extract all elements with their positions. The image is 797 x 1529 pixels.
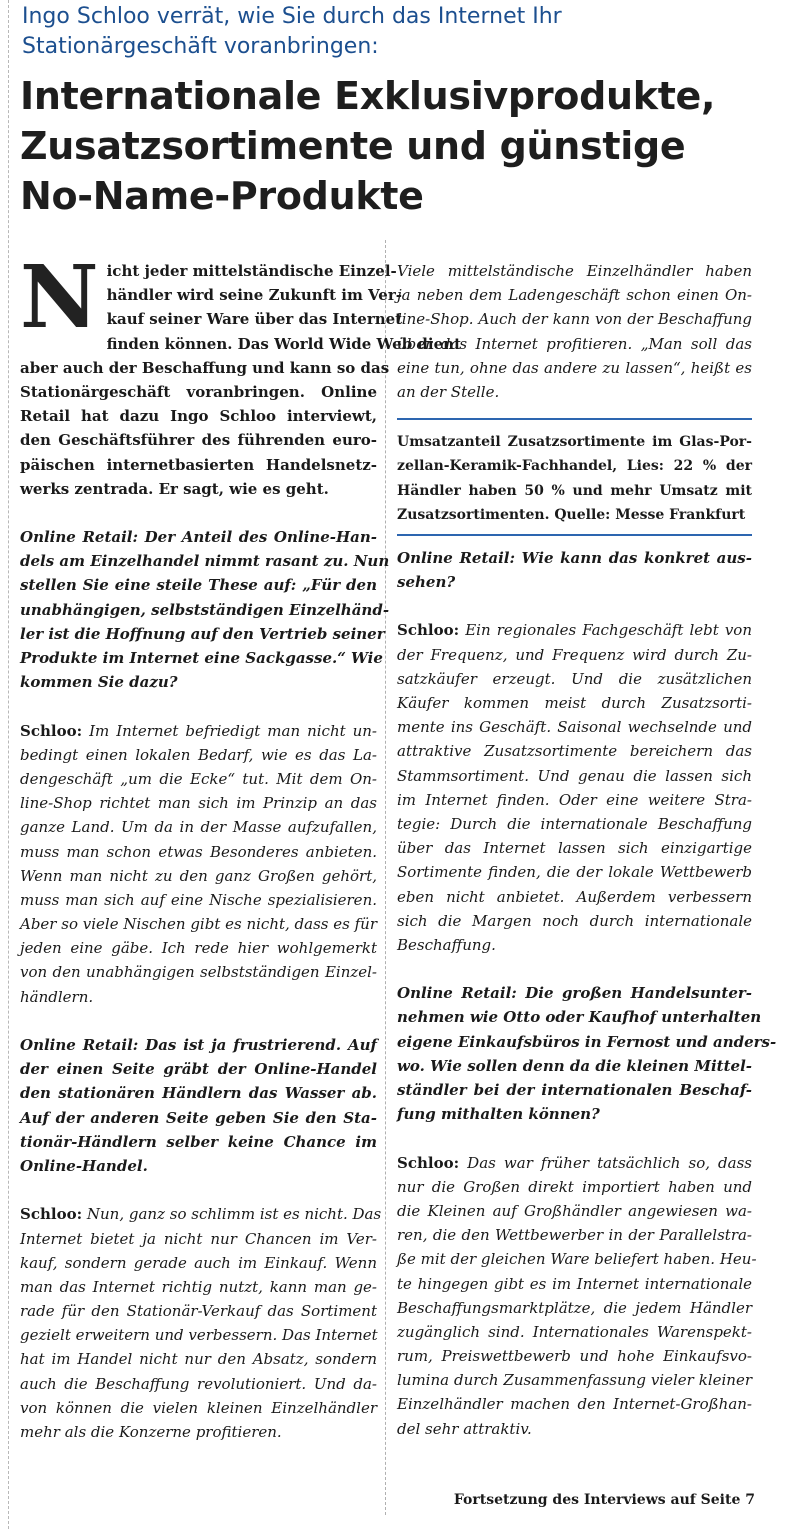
speaker-label: Online Retail:: [20, 1036, 139, 1054]
text-line: attraktive Zusatzsortimente bereichern das: [397, 742, 752, 761]
text-line: Schloo: Nun, ganz so schlimm ist es nicht. Das: [20, 1205, 382, 1224]
answer-3: [397, 618, 752, 957]
text-line: finden können. Das World Wide Web dient: [106, 334, 461, 353]
answer-2: [20, 1202, 382, 1444]
text-line: der Frequenz, und Frequenz wird durch Zu-: [397, 645, 752, 664]
text-line: kauf seiner Ware über das Internet: [106, 310, 403, 329]
answer-1: [20, 719, 377, 1009]
text-line: Schloo: Das war früher tatsächlich so, dass: [397, 1153, 752, 1172]
text-line: Aber so viele Nischen gibt es nicht, dass es für: [20, 915, 377, 934]
speaker-label: Schloo:: [397, 621, 460, 640]
headline-line: Internationale Exklusivprodukte,: [20, 74, 716, 118]
text-line: Stationärgeschäft voranbringen. Online: [20, 382, 377, 401]
text-line: Online Retail: Wie kann das konkret aus-: [397, 548, 752, 567]
text-line: te hingegen gibt es im Internet internationale: [397, 1274, 752, 1293]
text-line: dels am Einzelhandel nimmt rasant zu. Nun: [20, 552, 390, 571]
text-line: Online Retail: Der Anteil des Online-Han-: [20, 528, 377, 547]
text-line: muss man schon etwas Besonderes anbieten.: [20, 842, 377, 861]
continuation-note: Fortsetzung des Interviews auf Seite 7: [453, 1492, 755, 1508]
text-line: Stammsortiment. Und genau die lassen sich: [397, 766, 752, 785]
text-line: von können die vielen kleinen Einzelhändler: [20, 1398, 377, 1417]
text-line: im Internet finden. Oder eine weitere Stra-: [397, 790, 752, 809]
text-line: stellen Sie eine steile These auf: „Für den: [20, 576, 377, 595]
speaker-label: Online Retail:: [397, 548, 516, 567]
text-line: icht jeder mittelständische Einzel-: [106, 262, 397, 280]
text-line: muss man sich auf eine Nische spezialisieren.: [20, 890, 377, 909]
text-line: tionär-Händlern selber keine Chance im: [20, 1132, 377, 1151]
text-line: Online Retail: Die großen Handelsunter-: [397, 984, 752, 1003]
text-line: päischen internetbasierten Handelsnetz-: [20, 455, 377, 474]
text-line: sich die Margen noch durch internationale: [397, 911, 752, 930]
text-line: dengeschäft „um die Ecke“ tut. Mit dem On-: [20, 769, 377, 788]
answer-4: [397, 1151, 757, 1441]
text-line: line-Shop richtet man sich im Prinzip an das: [20, 794, 377, 813]
text-line: rum, Preiswettbewerb und hohe Einkaufsvo-: [397, 1347, 752, 1366]
text-line: händler wird seine Zukunft im Ver-: [106, 286, 402, 305]
text-line: auch die Beschaffung revolutioniert. Und da-: [20, 1374, 377, 1393]
kicker-line: Stationärgeschäft voranbringen:: [22, 34, 379, 59]
question-3: [397, 546, 752, 594]
text-line: ße mit der gleichen Ware beliefert haben. Heu-: [397, 1250, 757, 1269]
text-line: sehen?: [397, 573, 456, 592]
speaker-label: Schloo:: [397, 1153, 460, 1172]
text-line: eben nicht anbietet. Außerdem verbessern: [397, 887, 752, 906]
text-line: Beschaffung.: [397, 935, 496, 954]
text-line: an der Stelle.: [397, 382, 500, 401]
drop-cap: N: [20, 247, 99, 348]
text-line: Online Retail: Das ist ja frustrierend. Auf: [20, 1036, 377, 1054]
text-line: rade für den Stationär-Verkauf das Sortiment: [20, 1302, 377, 1321]
factbox: [397, 430, 752, 527]
text-line: der einen Seite gräbt der Online-Handel: [20, 1060, 377, 1079]
text-line: Viele mittelständische Einzelhändler haben: [397, 262, 752, 280]
text-line: kauf, sondern gerade auch im Einkauf. Wenn: [20, 1253, 377, 1272]
question-1: [20, 525, 390, 694]
text-line: mehr als die Konzerne profitieren.: [20, 1423, 282, 1441]
text-line: ren, die den Wettbewerber in der Parallelstra-: [397, 1226, 752, 1245]
text-line: Einzelhändler machen den Internet-Großhan-: [397, 1395, 752, 1414]
text-line: jeden eine gäbe. Ich rede hier wohlgemerkt: [20, 939, 377, 958]
text-line: bedingt einen lokalen Bedarf, wie es das La-: [20, 745, 377, 764]
text-line: zellan-Keramik-Fachhandel, Lies: 22 % der: [397, 458, 752, 475]
speaker-label: Schloo:: [20, 1205, 83, 1224]
right-column: [397, 259, 777, 1441]
text-line: line-Shop. Auch der kann von der Beschaffung: [397, 310, 752, 329]
text-line: Produkte im Internet eine Sackgasse.“ Wie: [20, 649, 383, 667]
text-line: wo. Wie sollen denn da die kleinen Mittel-: [397, 1056, 752, 1075]
text-line: nur die Großen direkt importiert haben und: [397, 1177, 752, 1196]
text-line: Käufer kommen meist durch Zusatzsorti-: [397, 694, 752, 712]
column-divider: [385, 240, 386, 1515]
text-line: den Geschäftsführer des führenden euro-: [20, 431, 377, 450]
kicker-line: Ingo Schloo verrät, wie Sie durch das Internet Ihr: [22, 4, 562, 29]
text-line: von den unabhängigen selbstständigen Einzel-: [20, 963, 377, 982]
text-line: die Kleinen auf Großhändler angewiesen wa-: [397, 1201, 752, 1220]
text-line: zugänglich sind. Internationales Warenspekt-: [397, 1322, 752, 1341]
text-line: Umsatzanteil Zusatzsortimente im Glas-Por-: [397, 434, 752, 451]
factbox-bottom-rule: [397, 534, 752, 536]
text-line: hat im Handel nicht nur den Absatz, sondern: [20, 1350, 377, 1369]
text-line: über das Internet profitieren. „Man soll das: [397, 334, 752, 353]
text-line: satzkäufer erzeugt. Und die zusätzlichen: [397, 669, 752, 688]
text-line: man das Internet richtig nutzt, kann man ge-: [20, 1277, 377, 1296]
kicker: [22, 2, 562, 62]
text-line: Händler haben 50 % und mehr Umsatz mit: [397, 482, 752, 499]
text-line: Sortimente finden, die der lokale Wettbewerb: [397, 863, 752, 882]
speaker-label: Schloo:: [20, 721, 83, 740]
headline: [20, 71, 715, 221]
text-line: Internet bietet ja nicht nur Chancen im Ver-: [20, 1229, 377, 1248]
text-line: nehmen wie Otto oder Kaufhof unterhalten: [397, 1008, 762, 1027]
text-line: ganze Land. Um da in der Masse aufzufallen,: [20, 818, 377, 837]
text-line: del sehr attraktiv.: [397, 1419, 532, 1438]
text-line: händlern.: [20, 987, 94, 1006]
speaker-label: Online Retail:: [20, 528, 139, 547]
text-line: werks zentrada. Er sagt, wie es geht.: [20, 479, 329, 498]
page-edge-line: [8, 0, 9, 1529]
text-line: Schloo: Im Internet befriedigt man nicht un-: [20, 721, 377, 740]
text-line: tegie: Durch die internationale Beschaffung: [397, 814, 752, 833]
text-line: Schloo: Ein regionales Fachgeschäft lebt von: [397, 621, 752, 640]
factbox-top-rule: [397, 418, 752, 420]
text-line: aber auch der Beschaffung und kann so das: [20, 358, 390, 377]
text-line: Auf der anderen Seite geben Sie den Sta-: [20, 1108, 377, 1127]
text-line: fung mithalten können?: [397, 1105, 600, 1124]
text-line: ja neben dem Ladengeschäft schon einen On-: [397, 286, 752, 305]
text-line: ständler bei der internationalen Beschaf-: [397, 1081, 752, 1099]
question-2: [20, 1033, 377, 1178]
text-line: über das Internet lassen sich einzigartige: [397, 839, 752, 858]
headline-line: No-Name-Produkte: [20, 174, 424, 218]
text-line: Zusatzsortimenten. Quelle: Messe Frankfurt: [397, 506, 746, 523]
text-line: Retail hat dazu Ingo Schloo interviewt,: [20, 407, 377, 426]
text-line: gezielt erweitern und verbessern. Das Internet: [20, 1326, 378, 1345]
text-line: Wenn man nicht zu den ganz Großen gehört,: [20, 866, 377, 885]
text-line: eigene Einkaufsbüros in Fernost und anders-: [397, 1032, 777, 1051]
text-line: den stationären Händlern das Wasser ab.: [20, 1084, 377, 1103]
text-line: lumina durch Zusammenfassung vieler kleiner: [397, 1371, 752, 1390]
speaker-label: Online Retail:: [397, 984, 517, 1003]
text-line: ler ist die Hoffnung auf den Vertrieb seiner: [20, 624, 385, 643]
question-4: [397, 981, 777, 1126]
text-line: Online-Handel.: [20, 1156, 148, 1175]
text-line: unabhängigen, selbstständigen Einzelhänd-: [20, 600, 390, 619]
headline-line: Zusatzsortimente und günstige: [20, 124, 686, 168]
right-intro-paragraph: [397, 259, 752, 404]
text-line: eine tun, ohne das andere zu lassen“, heißt es: [397, 358, 752, 377]
text-line: kommen Sie dazu?: [20, 673, 178, 692]
text-line: mente ins Geschäft. Saisonal wechselnde und: [397, 718, 752, 737]
text-line: Beschaffungsmarktplätze, die jedem Händler: [397, 1298, 752, 1317]
